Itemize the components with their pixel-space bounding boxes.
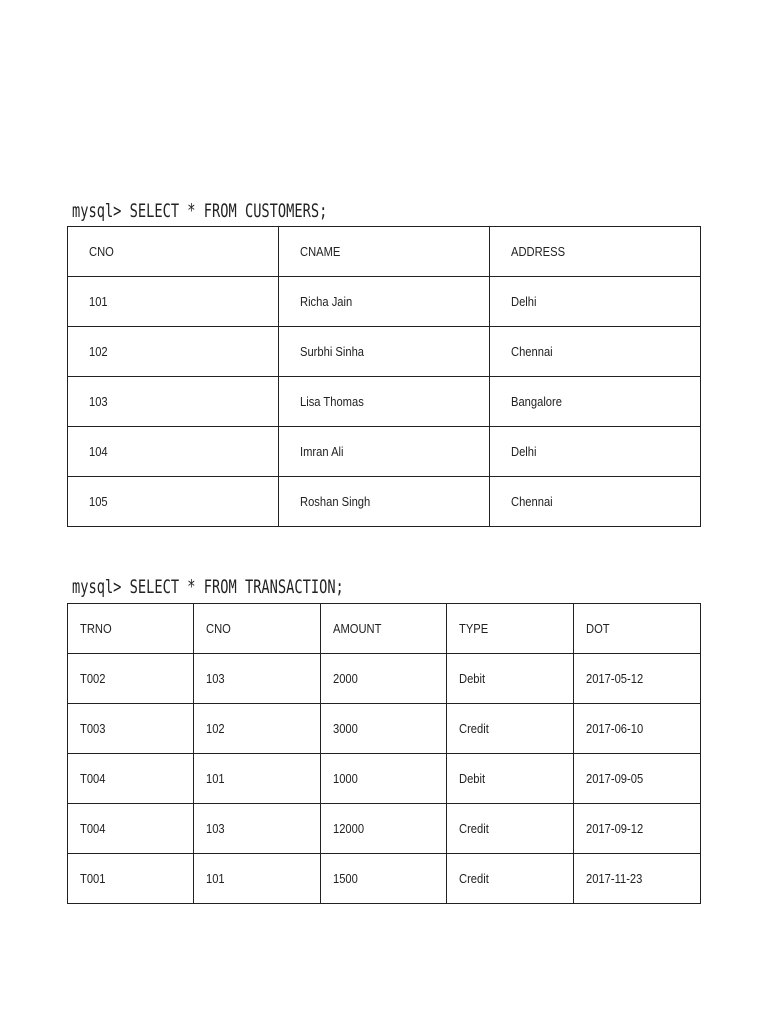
header-cell: CNAME [279, 227, 490, 277]
table-cell: 102 [68, 327, 279, 377]
table-cell: Credit [447, 854, 574, 904]
header-cell: ADDRESS [490, 227, 701, 277]
transaction-query: mysql> SELECT * FROM TRANSACTION; [72, 576, 344, 598]
table-row [68, 804, 701, 854]
table-cell: Delhi [490, 427, 701, 477]
table-row [68, 854, 701, 904]
table-cell: 102 [194, 704, 321, 754]
table-cell: T003 [68, 704, 194, 754]
customers-query: mysql> SELECT * FROM CUSTOMERS; [72, 200, 328, 222]
table-cell: 101 [194, 854, 321, 904]
table-header-row [68, 227, 701, 277]
table-row [68, 704, 701, 754]
table-cell: 2000 [321, 654, 447, 704]
table-cell: Delhi [490, 277, 701, 327]
table-cell: 1500 [321, 854, 447, 904]
table-row [68, 277, 701, 327]
table-cell: T001 [68, 854, 194, 904]
header-cell: TRNO [68, 604, 194, 654]
table-cell: 2017-09-12 [574, 804, 701, 854]
table-cell: 2017-06-10 [574, 704, 701, 754]
table-cell: Credit [447, 804, 574, 854]
table-cell: 2017-09-05 [574, 754, 701, 804]
table-cell: 103 [194, 804, 321, 854]
customers-table [67, 226, 701, 527]
table-cell: Chennai [490, 477, 701, 527]
header-cell: TYPE [447, 604, 574, 654]
table-row [68, 477, 701, 527]
table-row [68, 377, 701, 427]
table-cell: Credit [447, 704, 574, 754]
table-header-row [68, 604, 701, 654]
table-row [68, 427, 701, 477]
table-cell: 2017-05-12 [574, 654, 701, 704]
header-cell: CNO [68, 227, 279, 277]
table-cell: Roshan Singh [279, 477, 490, 527]
table-cell: 2017-11-23 [574, 854, 701, 904]
table-cell: Chennai [490, 327, 701, 377]
transaction-table [67, 603, 701, 904]
table-cell: 105 [68, 477, 279, 527]
table-cell: T004 [68, 754, 194, 804]
table-cell: Imran Ali [279, 427, 490, 477]
table-cell: 1000 [321, 754, 447, 804]
table-cell: Lisa Thomas [279, 377, 490, 427]
table-cell: Surbhi Sinha [279, 327, 490, 377]
table-cell: T004 [68, 804, 194, 854]
table-row [68, 327, 701, 377]
table-cell: Bangalore [490, 377, 701, 427]
table-cell: 3000 [321, 704, 447, 754]
header-cell: CNO [194, 604, 321, 654]
table-cell: 101 [68, 277, 279, 327]
table-cell: 103 [194, 654, 321, 704]
table-cell: 104 [68, 427, 279, 477]
header-cell: DOT [574, 604, 701, 654]
table-cell: Debit [447, 654, 574, 704]
table-row [68, 654, 701, 704]
table-cell: 12000 [321, 804, 447, 854]
table-cell: Debit [447, 754, 574, 804]
table-cell: 103 [68, 377, 279, 427]
table-cell: Richa Jain [279, 277, 490, 327]
table-cell: 101 [194, 754, 321, 804]
table-cell: T002 [68, 654, 194, 704]
header-cell: AMOUNT [321, 604, 447, 654]
table-row [68, 754, 701, 804]
